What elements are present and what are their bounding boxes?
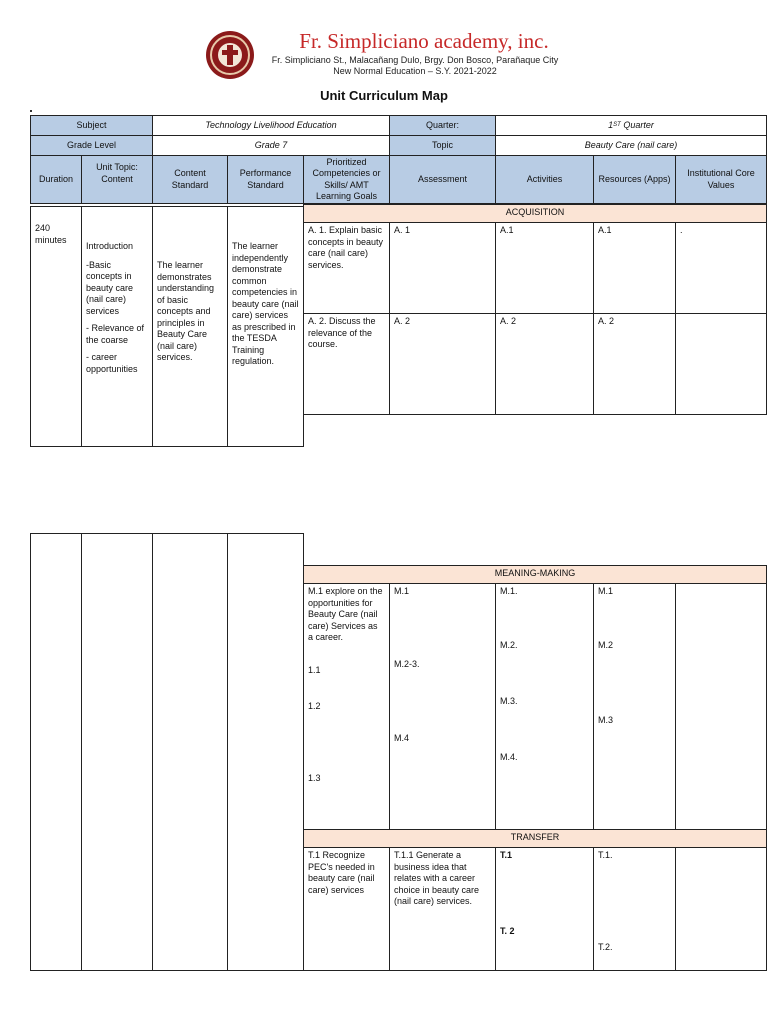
subject-label: Subject xyxy=(30,115,153,136)
assessment-a1: A. 1 xyxy=(389,222,496,314)
col-resources: Resources (Apps) xyxy=(593,155,676,204)
school-seal-logo xyxy=(206,31,254,79)
school-year: New Normal Education – S.Y. 2021-2022 xyxy=(333,66,497,76)
quarter-label: Quarter: xyxy=(389,115,496,136)
content-standard-cell-2 xyxy=(152,533,228,971)
col-assessment: Assessment xyxy=(389,155,496,204)
goal-t1: T.1 Recognize PEC's needed in beauty care (nail care) services xyxy=(303,847,390,971)
activities-m: M.1. M.2. M.3. M.4. xyxy=(495,583,594,830)
resource-a2: A. 2 xyxy=(593,313,676,415)
acquisition-band: ACQUISITION xyxy=(303,204,767,223)
col-content-standard: Content Standard xyxy=(152,155,228,204)
duration-cell-2 xyxy=(30,533,82,971)
col-core-values: Institutional Core Values xyxy=(675,155,767,204)
col-duration: Duration xyxy=(30,155,82,204)
school-header xyxy=(0,26,768,86)
document-title: Unit Curriculum Map xyxy=(320,88,448,103)
core-values-t xyxy=(675,847,767,971)
col-unit-topic: Unit Topic: Content xyxy=(81,155,153,204)
col-competencies: Prioritized Competencies or Skills/ AMT Learning Goals xyxy=(303,155,390,204)
topic-value: Beauty Care (nail care) xyxy=(495,135,767,156)
core-value-a2 xyxy=(675,313,767,415)
meaning-making-band: MEANING-MAKING xyxy=(303,565,767,584)
stray-mark xyxy=(30,110,32,112)
subject-value: Technology Livelihood Education xyxy=(152,115,390,136)
activity-a1: A.1 xyxy=(495,222,594,314)
goal-a1: A. 1. Explain basic concepts in beauty care (nail care) services. xyxy=(303,222,390,314)
col-activities: Activities xyxy=(495,155,594,204)
core-values-m xyxy=(675,583,767,830)
activity-a2: A. 2 xyxy=(495,313,594,415)
assessment-m: M.1 M.2-3. M.4 xyxy=(389,583,496,830)
unit-topic-cell: Introduction -Basic concepts in beauty care (nail care) services - Relevance of the coarse - career opportunities xyxy=(81,206,153,447)
performance-standard-cell: The learner independently demonstrate common competencies in beauty care (nail care) services as prescribed in the TESDA Training regulation. xyxy=(227,206,304,447)
resources-t: T.1. T.2. xyxy=(593,847,676,971)
content-standard-cell: The learner demonstrates understanding of basic concepts and principles in Beauty Care (nail care) services. xyxy=(152,206,228,447)
duration-cell: 240 minutes xyxy=(30,206,82,447)
school-address: Fr. Simpliciano St., Malacañang Dulo, Brgy. Don Bosco, Parañaque City New Normal Education – S.Y. 2021-2022 xyxy=(255,55,575,77)
resources-m: M.1 M.2 M.3 xyxy=(593,583,676,830)
core-value-a1: . xyxy=(675,222,767,314)
quarter-value: 1 ST Quarter xyxy=(495,115,767,136)
goal-m1: M.1 explore on the opportunities for Beauty Care (nail care) Services as a career. 1.1 1.2 1.3 xyxy=(303,583,390,830)
col-performance-standard: Performance Standard xyxy=(227,155,304,204)
assessment-a2: A. 2 xyxy=(389,313,496,415)
school-name: Fr. Simpliciano academy, inc. xyxy=(299,29,549,53)
topic-label: Topic xyxy=(389,135,496,156)
resource-a1: A.1 xyxy=(593,222,676,314)
transfer-band: TRANSFER xyxy=(303,829,767,848)
activities-t: T.1 T. 2 xyxy=(495,847,594,971)
goal-a2: A. 2. Discuss the relevance of the course. xyxy=(303,313,390,415)
assessment-t: T.1.1 Generate a business idea that relates with a career choice in beauty care (nail care) services. xyxy=(389,847,496,971)
performance-standard-cell-2 xyxy=(227,533,304,971)
grade-value: Grade 7 xyxy=(152,135,390,156)
unit-topic-cell-2 xyxy=(81,533,153,971)
grade-label: Grade Level xyxy=(30,135,153,156)
